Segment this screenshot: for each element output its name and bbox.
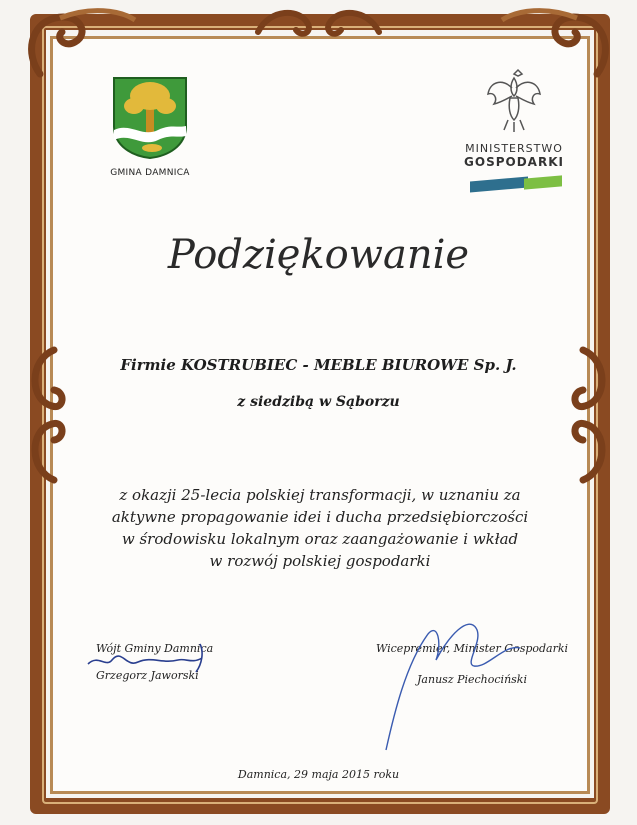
handwritten-signature-right <box>380 604 530 754</box>
recipient-name: Firmie KOSTRUBIEC - MEBLE BIUROWE Sp. J. <box>120 356 517 374</box>
place-and-date: Damnica, 29 maja 2015 roku <box>237 768 400 781</box>
signature-right-role: Wicepremier, Minister Gospodarki <box>375 642 569 655</box>
recipient-seat: z siedzibą w Sąborzu <box>237 394 400 410</box>
body-line: w rozwój polskiej gospodarki <box>209 552 431 570</box>
signature-right-name: Janusz Piechociński <box>417 673 527 686</box>
gmina-coat-of-arms <box>100 76 200 178</box>
ministry-name-line1: MINISTERSTWO <box>465 142 563 155</box>
certificate-title: Podziękowanie <box>167 232 470 278</box>
ministry-color-bars <box>464 175 564 191</box>
top-center-ornament <box>250 2 387 42</box>
ministry-name-line2: GOSPODARKI <box>464 155 564 169</box>
handwritten-signature-left <box>82 634 222 684</box>
ministry-blue-bar <box>470 176 528 192</box>
signature-left-name: Grzegorz Jaworski <box>96 669 199 682</box>
corner-ornament-top-left <box>20 4 140 84</box>
polish-eagle-icon <box>484 68 544 134</box>
signature-left-role: Wójt Gminy Damnica <box>96 642 214 655</box>
body-line: z okazji 25-lecia polskiej transformacji, w uznaniu za <box>119 486 521 504</box>
ministry-green-bar <box>524 175 562 189</box>
certificate-body <box>60 484 580 572</box>
gmina-caption: GMINA DAMNICA <box>110 168 190 178</box>
gmina-shield-icon <box>112 76 188 160</box>
body-line: aktywne propagowanie idei i ducha przedsiębiorczości <box>111 508 529 526</box>
body-line: w środowisku lokalnym oraz zaangażowanie i wkład <box>121 530 519 548</box>
ministry-logo <box>456 68 572 191</box>
